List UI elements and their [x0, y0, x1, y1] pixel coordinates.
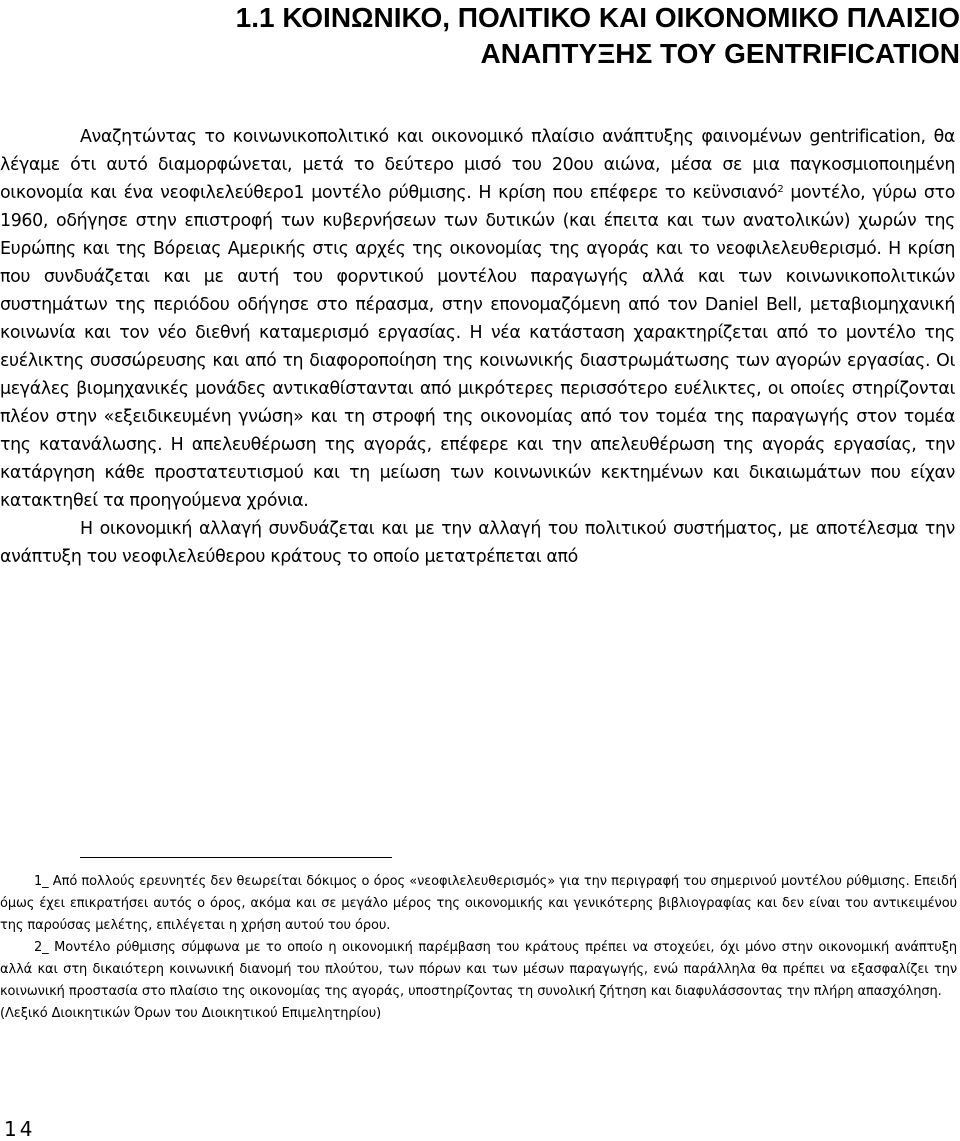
section-title	[60, 0, 960, 72]
paragraph-1-text-b: μοντέλο, γύρω στο 1960, οδήγησε στην επιστροφή των κυβερνήσεων των δυτικών (και έπειτα και των ανατολικών) χωρών της Ευρώπης και της Βόρειας Αμερικής στις αρχές της οικονομίας της αγοράς και το νεοφιλελευθερισμό. Η κρίση που συνδυάζεται και με αυτή του φορντικού μοντέλου παραγωγής αλλά και των κοινωνικοπολιτικών συστημάτων της περιόδου οδήγησε στο πέρασμα, στην επονομαζόμενη από τον Daniel Bell, μεταβιομηχανική κοινωνία και τον νέο διεθνή καταμερισμό εργασίας. Η νέα κατάσταση χαρακτηρίζεται από το μοντέλο της ευέλικτης συσσώρευσης και από τη διαφοροποίηση της κοινωνικής διαστρωμάτωσης των αγορών εργασίας. Οι μεγάλες βιομηχανικές μονάδες αντικαθίστανται από μικρότερες περισσότερο ευέλικτες, οι οποίες στηρίζονται πλέον στην «εξειδικευμένη γνώση» και τη στροφή της οικονομίας από τον τομέα της παραγωγής στον τομέα της κατανάλωσης. Η απελευθέρωση της αγοράς, επέφερε και την απελευθέρωση της αγοράς εργασίας, την κατάργηση κάθε προστατευτισμού και τη μείωση των κοινωνικών κεκτημένων και δικαιωμάτων που είχαν κατακτηθεί τα προηγούμενα χρόνια.	[0, 183, 955, 511]
footnote-2-source: (Λεξικό Διοικητικών Όρων του Διοικητικού Επιμελητηρίου)	[0, 1006, 382, 1021]
footnotes	[0, 871, 957, 1025]
footnote-2: 2_ Μοντέλο ρύθμισης σύμφωνα με το οποίο η οικονομική παρέμβαση του κράτους πρέπει να στοχεύει, όχι μόνο στην οικονομική ανάπτυξη αλλά και στη δικαιότερη κοινωνική διανομή του πλούτου, των πόρων και των μέσων παραγωγής, ενώ παράλληλα θα πρέπει να εξασφαλίζει την κοινωνική προστασία στο πλαίσιο της οικονομίας της αγοράς, υποστηρίζοντας τη συνολική ζήτηση και διαφυλάσσοντας την πλήρη απασχόληση.	[0, 940, 957, 999]
body-text	[0, 123, 955, 571]
footnote-ref-2: 2	[777, 184, 784, 195]
section-title-line-1: 1.1 ΚΟΙΝΩΝΙΚΟ, ΠΟΛΙΤΙΚΟ ΚΑΙ ΟΙΚΟΝΟΜΙΚΟ ΠΛΑΙΣΙΟ	[235, 2, 960, 33]
paragraph-1-text-a: Αναζητώντας το κοινωνικοπολιτικό και οικονομικό πλαίσιο ανάπτυξης φαινομένων gentrification, θα λέγαμε ότι αυτό διαμορφώνεται, μετά το δεύτερο μισό του 20ου αιώνα, μέσα σε μια παγκοσμιοποιημένη οικονομία και ένα νεοφιλελεύθερο1 μοντέλο ρύθμισης. Η κρίση που επέφερε το κεϋνσιανό	[0, 127, 955, 203]
page-number: 14	[4, 1117, 36, 1141]
footnote-separator	[80, 857, 392, 858]
section-title-line-2: ΑΝΑΠΤΥΞΗΣ ΤΟΥ GENTRIFICATION	[480, 38, 960, 69]
paragraph-1	[0, 123, 955, 515]
paragraph-2: Η οικονομική αλλαγή συνδυάζεται και με την αλλαγή του πολιτικού συστήματος, με αποτέλεσμα την ανάπτυξη του νεοφιλελεύθερου κράτους το οποίο μετατρέπεται από	[0, 519, 955, 567]
footnote-1: 1_ Από πολλούς ερευνητές δεν θεωρείται δόκιμος ο όρος «νεοφιλελευθερισμός» για την περιγραφή του σημερινού μοντέλου ρύθμισης. Επειδή όμως έχει επικρατήσει αυτός ο όρος, ακόμα και σε μεγάλο μέρος της οικονομικής και γενικότερης βιβλιογραφίας και δεν είναι του αντικειμένου της παρούσας μελέτης, επιλέγεται η χρήση αυτού του όρου.	[0, 874, 957, 933]
